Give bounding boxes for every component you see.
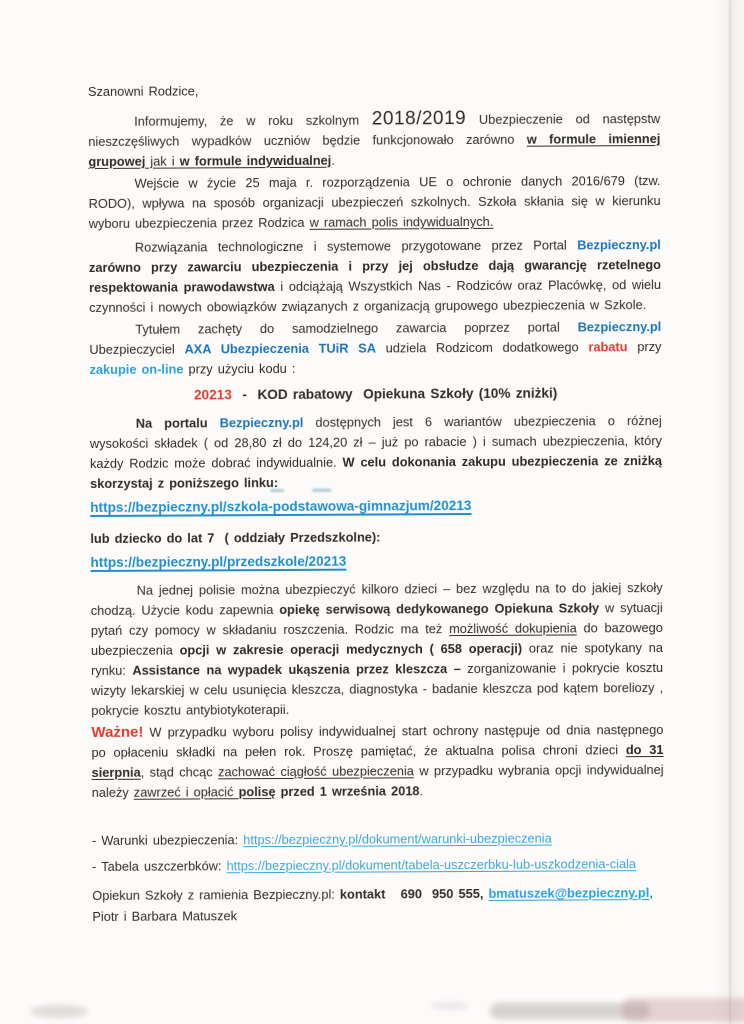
preschool-insurance-link[interactable]: https://bezpieczny.pl/przedszkole/20213 [90, 553, 347, 570]
paragraph-variants [90, 411, 662, 494]
scan-smudge [30, 1005, 88, 1018]
paragraph-policy-details [91, 578, 664, 721]
contact-line [92, 882, 664, 906]
text-run: przy użyciu kodu : [183, 360, 296, 377]
school-year: 2018/2019 [371, 108, 467, 130]
email-link[interactable]: bmatuszek@bezpieczny.pl [488, 885, 650, 901]
paragraph-rodo [88, 171, 660, 234]
greeting-text: Szanowni Rodzice, [88, 83, 199, 99]
discount-code: 20213 [193, 387, 232, 403]
text-run: Opiekun Szkoły z ramienia Bezpieczny.pl: [92, 886, 340, 903]
terms-label: - Warunki ubezpieczenia: [91, 832, 244, 848]
text-run: W przypadku wyboru polisy indywidualnej start ochrony następuje od dnia następnego po opłaceniu składki na pełen rok. Proszę pamiętać, że aktualna polisa chroni dzieci [91, 721, 664, 760]
text-run-bold: W celu dokonania zakupu ubezpieczenia ze zniżką skorzystaj z poniższego linku: [90, 452, 663, 491]
text-run: . [419, 783, 424, 799]
text-run-bold: przed 1 września 2018 [275, 783, 420, 800]
scan-smudge-dash [312, 489, 331, 492]
paragraph-important [91, 720, 663, 803]
important-label: Ważne! [91, 723, 144, 741]
discount-code-heading [90, 383, 662, 406]
text-run-underline: zawrzeć i opłacić [133, 784, 239, 800]
text-run-cyan: zakupie on-line [89, 361, 184, 377]
text-run-bold: opiekę serwisową dedykowanego Opiekuna Szkoły [279, 600, 600, 618]
letter-body [88, 79, 664, 927]
text-run: udziela Rodzicom dodatkowego [375, 339, 589, 356]
text-run: oraz nie spotykany na rynku: [91, 639, 664, 678]
text-run: Ubezpieczenie od następstw nieszczęśliwych wypadków uczniów będzie funkcjonowało zarówno [88, 111, 661, 149]
text-run: Informujemy, że w roku szkolnym [134, 112, 372, 129]
text-run-bold: lub dziecko do lat 7 ( oddziały Przedszkolne): [90, 529, 381, 546]
text-run-bold-underline: w formule imiennej grupowej [88, 131, 661, 169]
text-run-underline: możliwość dokupienia [449, 620, 577, 637]
heading-separator: - [231, 387, 258, 403]
text-run-underline: jak i [145, 153, 180, 169]
paragraph-portal-benefits [89, 235, 661, 318]
text-run-bold: zarówno przy zawarciu ubezpieczenia i przy jej obsłudze dają gwarancję rzetelnego respektowania prawodawstwa [88, 257, 662, 295]
text-run: Ubezpieczyciel [89, 341, 185, 357]
scan-edge-line [729, 0, 731, 1024]
text-run: Rozwiązania technologiczne i systemowe przygotowane przez Portal [134, 237, 578, 255]
text-run: Wejście w życie 25 maja r. rozporządzenia UE o ochronie danych 2016/679 (tzw. RODO), wpływa na sposób organizacji ubezpieczeń szkolnych. Szkoła skłania się w kierunku wyboru ubezpieczenia przez Rodzica [88, 173, 661, 231]
contact-names [92, 903, 664, 927]
school-insurance-link[interactable]: https://bezpieczny.pl/szkola-podstawowa-gimnazjum/20213 [90, 497, 472, 515]
text-run-bold: Na portalu [135, 415, 220, 431]
text-run: Na jednej polisie można ubezpieczyć kilkoro dzieci – bez względu na to do jakiej szkoły chodzą. Użycie kodu zapewnia [90, 579, 663, 618]
preschool-label [90, 526, 662, 549]
text-run-underline: zachować ciągłość ubezpieczenia [218, 763, 414, 780]
text-run: . [331, 152, 335, 168]
scan-smudge [430, 1002, 470, 1010]
paragraph-intro [88, 109, 660, 172]
preschool-link-line [90, 550, 662, 573]
text-run: i odciążają Wszystkich Nas - Rodziców oraz Placówkę, od wielu czynności i nowych obowiązków związanych z organizacją grupowego ubezpieczenia w Szkole. [89, 277, 662, 315]
injury-table-label: - Tabela uszczerbków: [92, 858, 227, 874]
text-run: zorganizowanie i pokrycie kosztu wizyty lekarskiej w celu usunięcia kleszcza, diagnostyka - badanie kleszcza pod kątem boreliozy , pokrycie kosztu antybiotykoterapii. [91, 659, 664, 718]
injury-table-link[interactable]: https://bezpieczny.pl/dokument/tabela-uszczerbku-lub-uszkodzenia-ciala [226, 856, 637, 874]
text-run-underline: w ramach polis indywidualnych. [309, 213, 494, 230]
text-run-red: rabatu [588, 339, 628, 355]
text-run: Piotr i Barbara Matuszek [92, 908, 238, 924]
greeting [88, 79, 660, 102]
portal-name: Bezpieczny.pl [219, 414, 304, 431]
contact-phone: kontakt 690 950 555, [339, 885, 489, 902]
school-link-line [90, 495, 662, 518]
insurer-name: AXA Ubezpieczenia TUiR SA [184, 340, 376, 357]
paragraph-discount-offer [89, 317, 661, 380]
text-run-bold: Assistance na wypadek ukąszenia przez kleszcza – [132, 661, 461, 678]
text-run: Tytułem zachęty do samodzielnego zawarcia poprzez portal [135, 319, 578, 337]
text-run: dostępnych jest 6 wariantów ubezpieczenia o różnej wysokości składek ( od 28,80 zł do 124,20 zł – już po rabacie ) i sumach ubezpieczenia, który każdy Rodzic może dobrać indywidualnie. [89, 413, 662, 471]
terms-line [92, 828, 664, 851]
text-run-bold: opcji w zakresie operacji medycznych ( 658 operacji) [179, 640, 523, 658]
text-run: w sytuacji pytań czy pomocy w składaniu roszczenia. Rodzic ma też [90, 599, 663, 638]
heading-text: KOD rabatowy Opiekuna Szkoły (10% zniżki) [257, 385, 558, 403]
injury-table-line [92, 854, 664, 877]
text-run-bold-underline: polisę [238, 784, 276, 800]
text-run: w przypadku wybrania opcji indywidualnej należy [91, 761, 664, 800]
terms-link[interactable]: https://bezpieczny.pl/dokument/warunki-ubezpieczenia [243, 830, 552, 848]
text-run: , [649, 885, 653, 901]
text-run: , stąd chcąc [140, 764, 219, 780]
text-run-bold-underline: w formule indywidualnej [179, 152, 332, 169]
portal-name: Bezpieczny.pl [577, 319, 662, 335]
scan-smudge [622, 998, 744, 1022]
portal-name: Bezpieczny.pl [577, 237, 661, 253]
scan-smudge-dash [270, 489, 284, 492]
text-run: do bazowego ubezpieczenia [90, 619, 663, 658]
text-run-bold-underline: do 31 sierpnia [91, 741, 664, 780]
text-run: przy [627, 339, 662, 355]
